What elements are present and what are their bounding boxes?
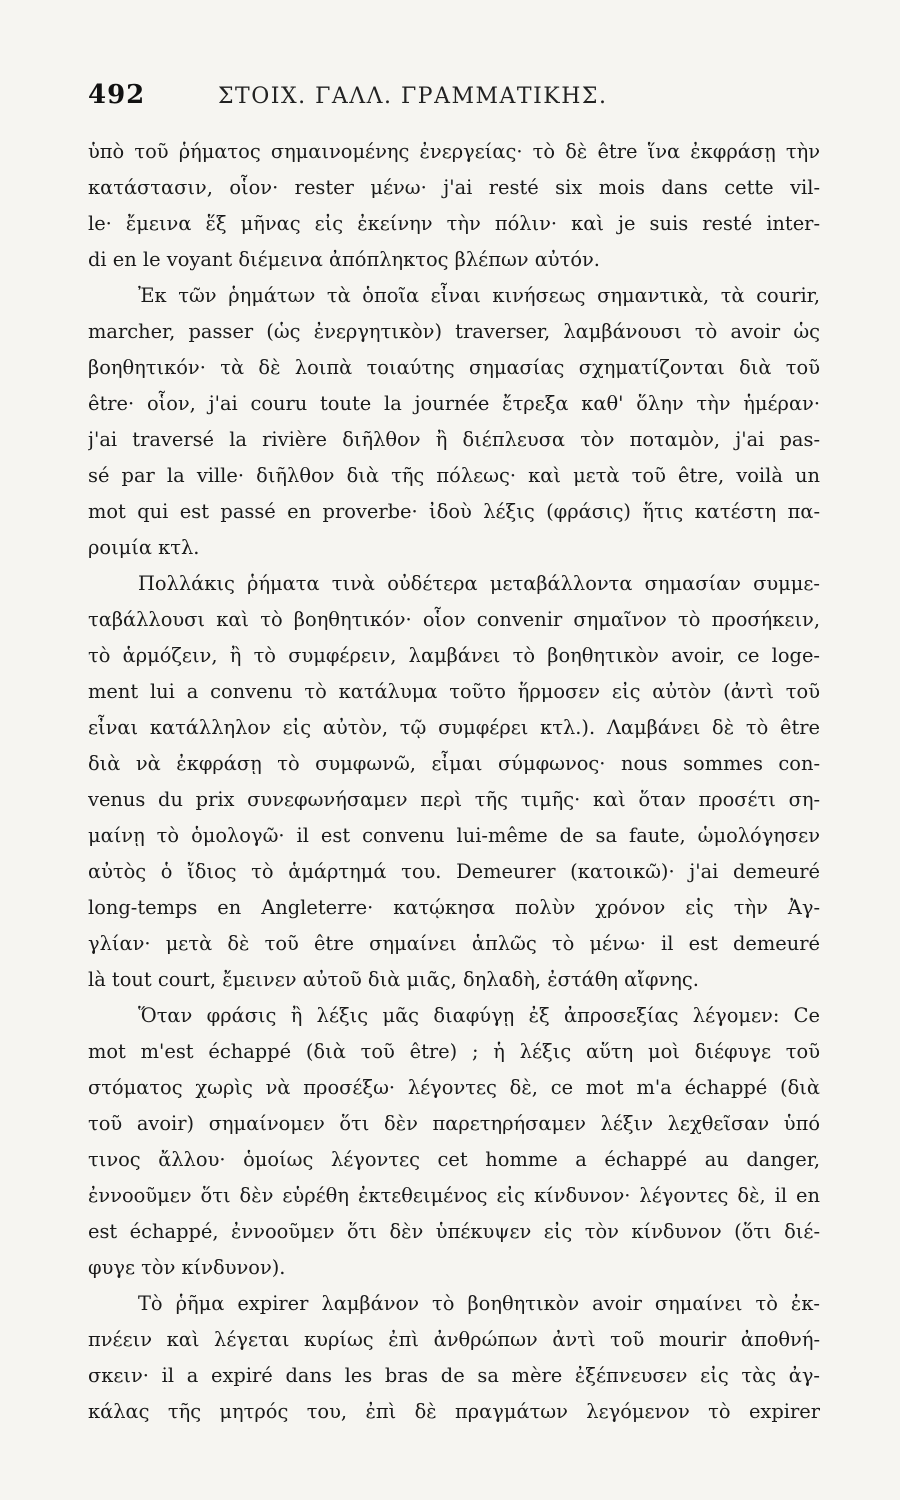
text-line: γλίαν· μετὰ δὲ τοῦ être σημαίνει ἁπλῶς τὸ μένω· il est demeuré	[88, 932, 820, 955]
text-line: j'ai traversé la rivière διῆλθον ἢ διέπλευσα τὸν ποταμὸν, j'ai pas-	[88, 428, 820, 451]
text-line: τοῦ avoir) σημαίνομεν ὅτι δὲν παρετηρήσαμεν λέξιν λεχθεῖσαν ὑπό	[88, 1112, 820, 1135]
text-line: mot m'est échappé (διὰ τοῦ être) ; ἡ λέξις αὕτη μοὶ διέφυγε τοῦ	[88, 1040, 820, 1063]
text-line: εἶναι κατάλληλον εἰς αὐτὸν, τῷ συμφέρει κτλ.). Λαμβάνει δὲ τὸ être	[88, 716, 820, 739]
text-line: marcher, passer (ὡς ἐνεργητικὸν) traverser, λαμβάνουσι τὸ avoir ὡς	[88, 320, 820, 343]
text-line: ὑπὸ τοῦ ῥήματος σημαινομένης ἐνεργείας· τὸ δὲ être ἵνα ἐκφράσῃ τὴν	[88, 140, 820, 163]
text-line: κάλας τῆς μητρός του, ἐπὶ δὲ πραγμάτων λεγόμενον τὸ expirer	[88, 1400, 820, 1423]
text-line: Ὅταν φράσις ἢ λέξις μᾶς διαφύγῃ ἐξ ἀπροσεξίας λέγομεν: Ce	[138, 1004, 820, 1027]
text-line: long-temps en Angleterre· κατῴκησα πολὺν χρόνον εἰς τὴν Ἀγ-	[88, 896, 820, 919]
text-line: Πολλάκις ῥήματα τινὰ οὐδέτερα μεταβάλλοντα σημασίαν συμμε-	[138, 572, 820, 595]
text-line: le· ἔμεινα ἕξ μῆνας εἰς ἐκείνην τὴν πόλιν· καὶ je suis resté inter-	[88, 212, 820, 235]
text-line: αὐτὸς ὁ ἴδιος τὸ ἁμάρτημά του. Demeurer (κατοικῶ)· j'ai demeuré	[88, 860, 820, 883]
text-line: στόματος χωρὶς νὰ προσέξω· λέγοντες δὲ, ce mot m'a échappé (διὰ	[88, 1076, 820, 1099]
text-line: venus du prix συνεφωνήσαμεν περὶ τῆς τιμῆς· καὶ ὅταν προσέτι ση-	[88, 788, 820, 811]
text-line: σκειν· il a expiré dans les bras de sa mère ἐξέπνευσεν εἰς τὰς ἀγ-	[88, 1364, 820, 1387]
text-line: di en le voyant διέμεινα ἀπόπληκτος βλέπων αὐτόν.	[88, 248, 600, 271]
text-line: ἐννοοῦμεν ὅτι δὲν εὑρέθη ἐκτεθειμένος εἰς κίνδυνον· λέγοντες δὲ, il en	[88, 1184, 820, 1207]
text-line: κατάστασιν, οἷον· rester μένω· j'ai resté six mois dans cette vil-	[88, 176, 820, 199]
text-line: mot qui est passé en proverbe· ἰδοὺ λέξις (φράσις) ἥτις κατέστη πα-	[88, 500, 820, 523]
text-line: πνέειν καὶ λέγεται κυρίως ἐπὶ ἀνθρώπων ἀντὶ τοῦ mourir ἀποθνή-	[88, 1328, 820, 1351]
text-line: Ἐκ τῶν ῥημάτων τὰ ὁποῖα εἶναι κινήσεως σημαντικὰ, τὰ courir,	[138, 284, 820, 307]
text-line: τινος ἄλλου· ὁμοίως λέγοντες cet homme a échappé au danger,	[88, 1148, 820, 1171]
text-line: ταβάλλουσι καὶ τὸ βοηθητικόν· οἷον convenir σημαῖνον τὸ προσήκειν,	[88, 608, 820, 631]
text-line: βοηθητικόν· τὰ δὲ λοιπὰ τοιαύτης σημασίας σχηματίζονται διὰ τοῦ	[88, 356, 820, 379]
running-title: ΣΤΟΙΧ. ΓΑΛΛ. ΓΡΑΜΜΑΤΙΚΗΣ.	[218, 84, 608, 109]
text-line: τὸ ἁρμόζειν, ἢ τὸ συμφέρειν, λαμβάνει τὸ βοηθητικὸν avoir, ce loge-	[88, 644, 820, 667]
text-line: φυγε τὸν κίνδυνον).	[88, 1256, 286, 1279]
text-line: διὰ νὰ ἐκφράσῃ τὸ συμφωνῶ, εἶμαι σύμφωνος· nous sommes con-	[88, 752, 820, 775]
text-line: ment lui a convenu τὸ κατάλυμα τοῦτο ἥρμοσεν εἰς αὐτὸν (ἀντὶ τοῦ	[88, 680, 820, 703]
text-line: Τὸ ῥῆμα expirer λαμβάνον τὸ βοηθητικὸν avoir σημαίνει τὸ ἐκ-	[138, 1292, 820, 1315]
text-line: là tout court, ἔμεινεν αὐτοῦ διὰ μιᾶς, δηλαδὴ, ἐστάθη αἴφνης.	[88, 968, 699, 991]
text-line: sé par la ville· διῆλθον διὰ τῆς πόλεως· καὶ μετὰ τοῦ être, voilà un	[88, 464, 820, 487]
text-line: être· οἷον, j'ai couru toute la journée ἔτρεξα καθ' ὅλην τὴν ἡμέραν·	[88, 392, 820, 415]
text-line: est échappé, ἐννοοῦμεν ὅτι δὲν ὑπέκυψεν εἰς τὸν κίνδυνον (ὅτι διέ-	[88, 1220, 820, 1243]
page-header	[88, 80, 820, 116]
body-text	[88, 134, 820, 1430]
text-line: μαίνῃ τὸ ὁμολογῶ· il est convenu lui-même de sa faute, ὡμολόγησεν	[88, 824, 820, 847]
text-line: ροιμία κτλ.	[88, 536, 200, 559]
page-number: 492	[88, 80, 146, 110]
